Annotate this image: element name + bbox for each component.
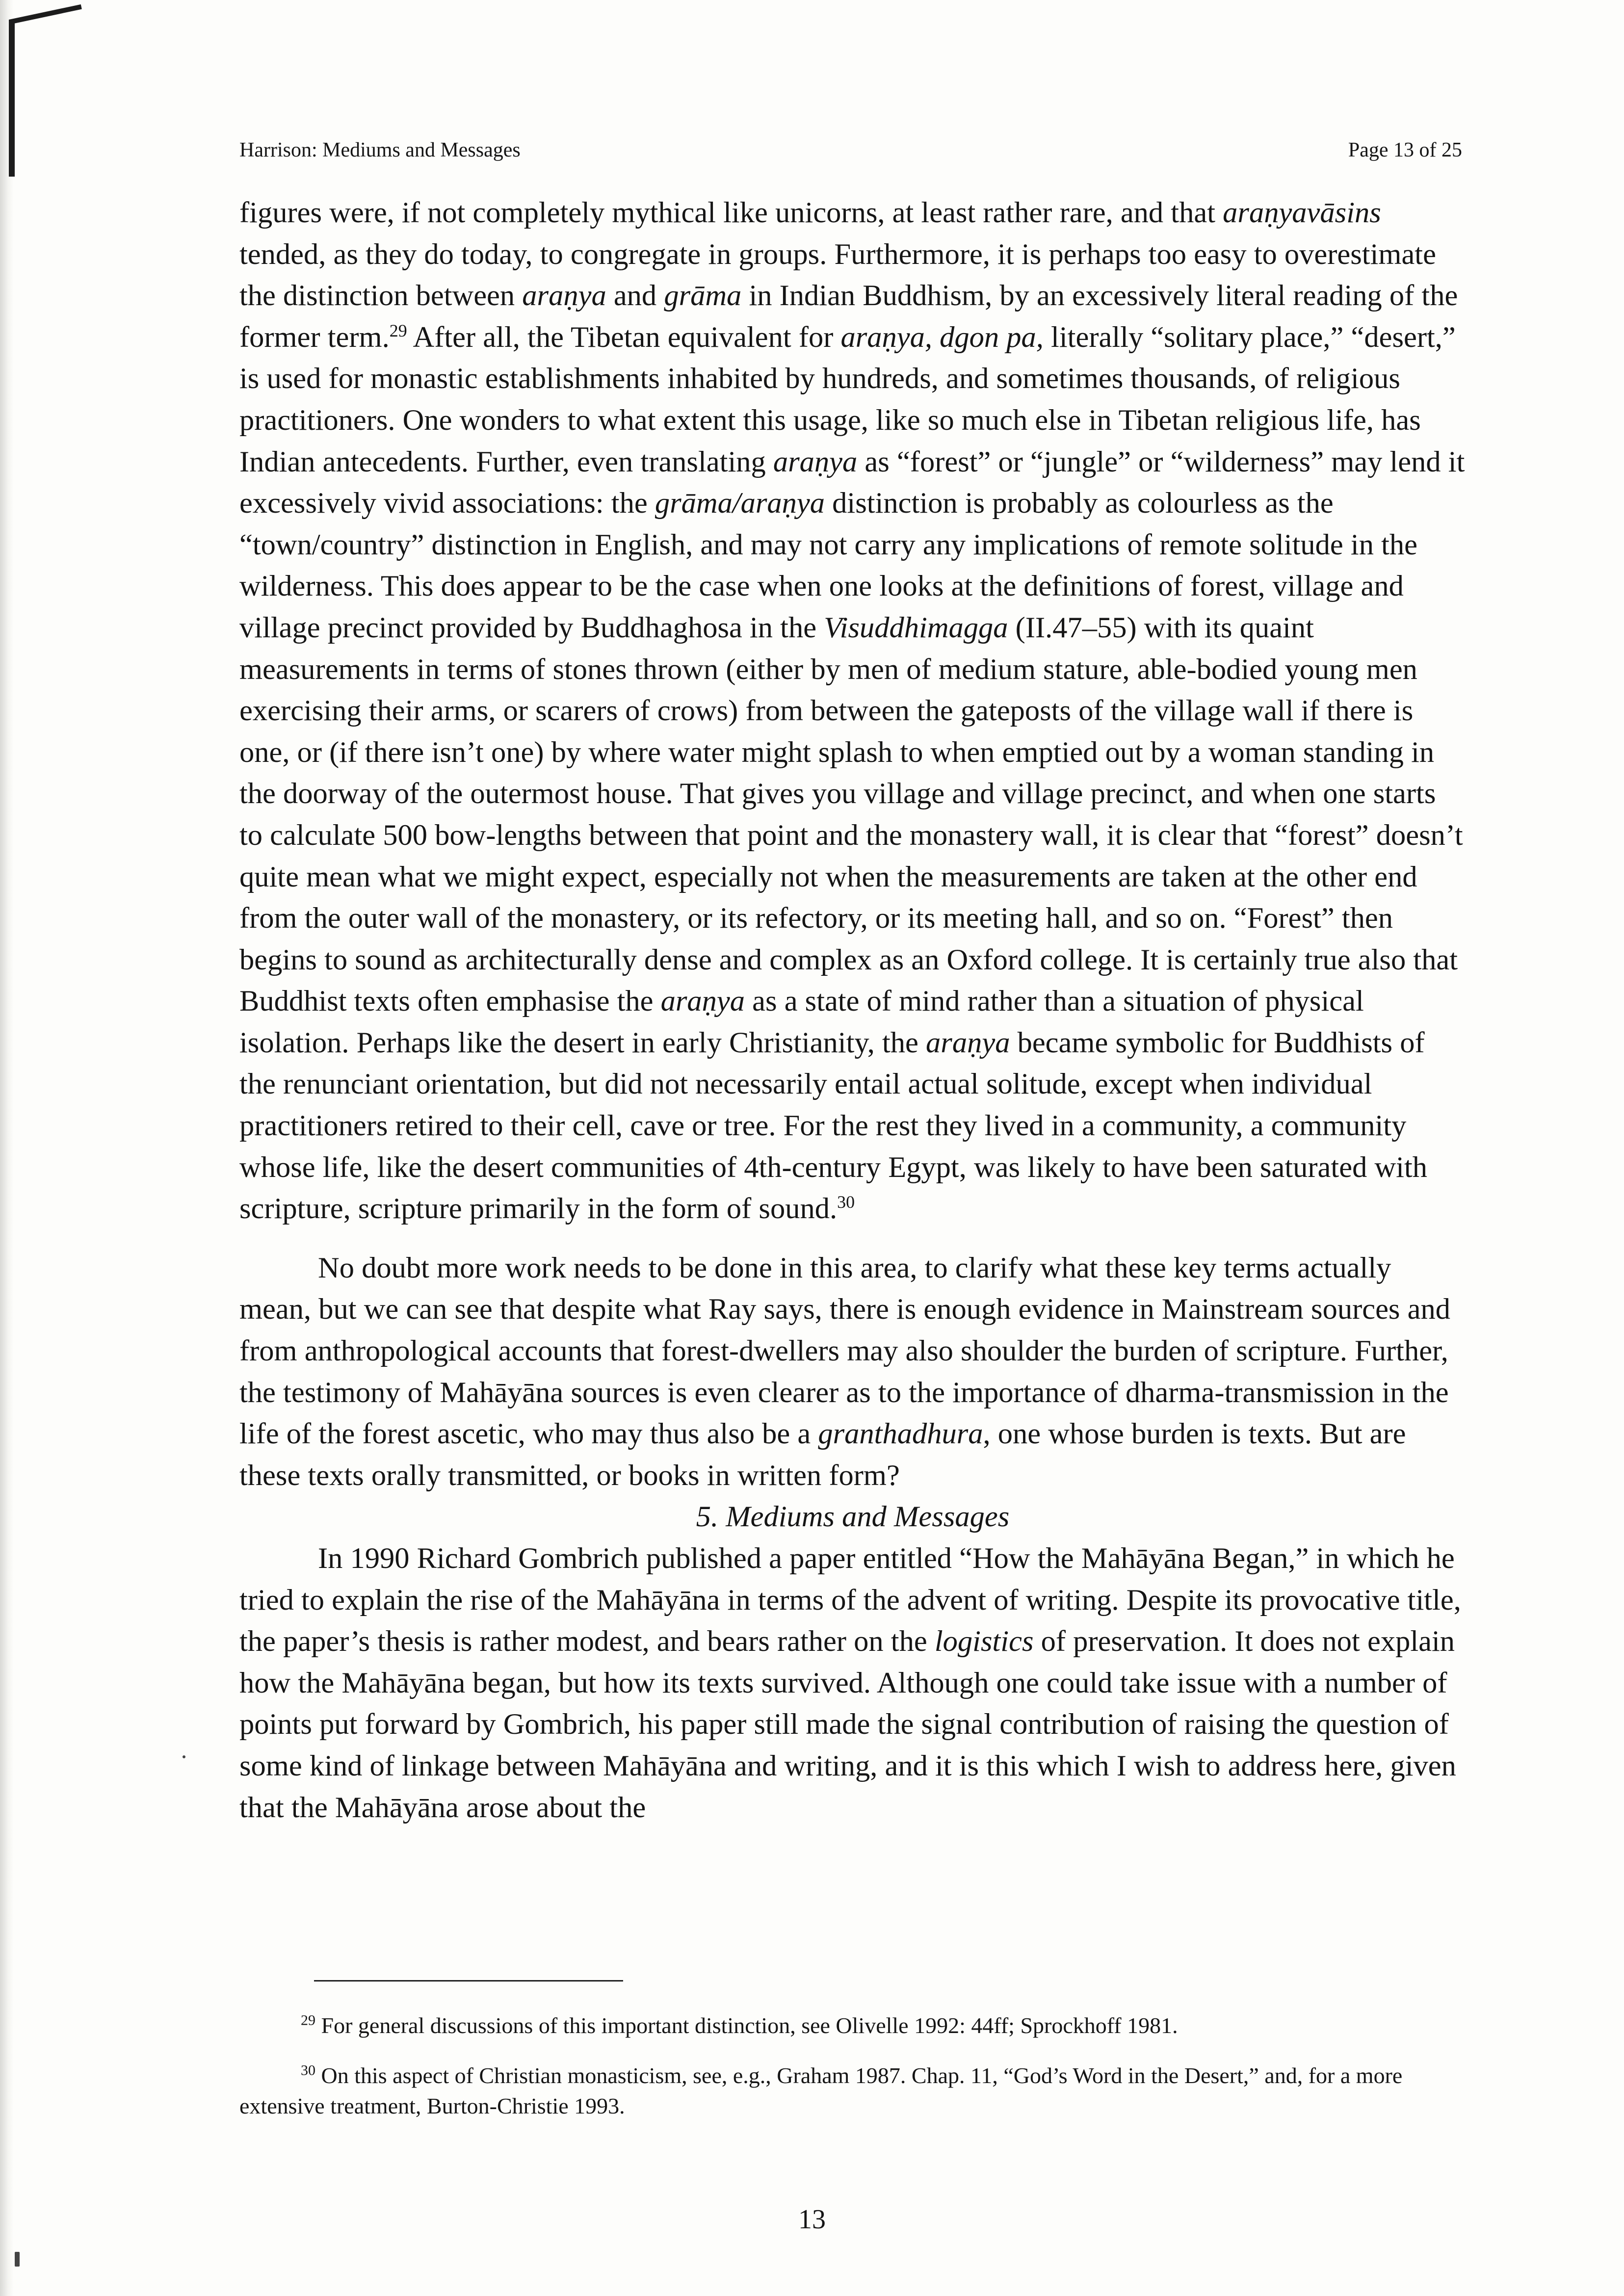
page-number: 13 (798, 2204, 826, 2235)
footnote-29 (239, 2010, 1476, 2041)
term-aranya-dgonpa: araṇya, dgon pa, (840, 320, 1044, 354)
scan-corner-mark (9, 20, 15, 177)
term-aranya: araṇya (522, 279, 606, 313)
term-aranya: araṇya (926, 1026, 1010, 1059)
running-title: Harrison: Mediums and Messages (239, 139, 521, 161)
footnote-ref-30[interactable]: 30 (837, 1192, 855, 1212)
term-logistics: logistics (934, 1625, 1034, 1658)
paragraph-3: In 1990 Richard Gombrich published a paper entitled “How the Mahāyāna Began,” in which he tried to explain the rise of the Mahāyāna in terms of the advent of writing. Despite its provocative title, the paper’s thesis is rather modest, and bears rather on the logistics of preservation. It does not explain how the Mahāyāna began, but how its texts survived. Although one could take issue with a number of points put forward by Gombrich, his paper still made the signal contribution of raising the question of some kind of linkage between Mahāyāna and writing, and it is this which I wish to address here, given that the Mahāyāna arose about the (239, 1542, 1461, 1824)
scan-corner-mark-top (9, 4, 82, 25)
footnote-separator (314, 1980, 623, 1982)
scan-speck (15, 2252, 20, 2267)
footnote-number: 29 (301, 2012, 315, 2029)
term-aranya: araṇya (660, 985, 745, 1018)
term-grama-aranya: grāma/araṇya (655, 487, 825, 520)
scan-edge (0, 0, 14, 2296)
footnote-text: On this aspect of Christian monasticism, see, e.g., Graham 1987. Chap. 11, “God’s Word in the Desert,” and, for a more extensive treatment, Burton-Christie 1993. (239, 2063, 1403, 2118)
term-aranyavasins: araṇyavāsins (1223, 196, 1381, 229)
scan-speck (183, 1755, 185, 1758)
footnote-30 (239, 2061, 1476, 2121)
page-header (239, 138, 1462, 162)
footnote-text: For general discussions of this important distinction, see Olivelle 1992: 44ff; Sprockhoff 1981. (315, 2013, 1178, 2038)
footnote-ref-29[interactable]: 29 (389, 320, 407, 340)
body-text (239, 192, 1466, 1828)
term-grama: grāma (664, 279, 742, 313)
footnotes (239, 2010, 1476, 2141)
term-aranya: araṇya (773, 445, 858, 478)
paragraph-2: No doubt more work needs to be done in this area, to clarify what these key terms actually mean, but we can see that despite what Ray says, there is enough evidence in Mainstream sources and from anthropological accounts that forest-dwellers may also shoulder the burden of scripture. Further, the testimony of Mahāyāna sources is even clearer as to the importance of dharma-transmission in the life of the forest ascetic, who may thus also be a granthadhura, one whose burden is texts. But are these texts orally transmitted, or books in written form? (239, 1251, 1450, 1492)
paragraph-1: figures were, if not completely mythical like unicorns, at least rather rare, and that araṇyavāsins tended, as they do today, to congregate in groups. Furthermore, it is perhaps too easy to overestimate the distinction between araṇya and grāma in Indian Buddhism, by an excessively literal reading of the former term.$^{29}$ After all, the Tibetan equivalent for araṇya, dgon pa, literally “solitary place,” “desert,” is used for monastic establishments inhabited by hundreds, and sometimes thousands, of religious practitioners. One wonders to what extent this usage, like so much else in Tibetan religious life, has Indian antecedents. Further, even translating araṇya as “forest” or “jungle” or “wilderness” may lend it excessively vivid associations: the grāma/araṇya distinction is probably as colourless as the “town/country” distinction in English, and may not carry any implications of remote solitude in the wilderness. This does appear to be the case when one looks at the definitions of forest, village and village precinct provided by Buddhaghosa in the Visuddhimagga (II.47–55) with its quaint measurements in terms of stones thrown (either by men of medium stature, able-bodied young men exercising their arms, or scarers of crows) from between the gateposts of the village wall if there is one, or (if there isn’t one) by where water might splash to when emptied out by a woman standing in the doorway of the outermost house. That gives you village and village precinct, and when one starts to calculate 500 bow-lengths between that point and the monastery wall, it is clear that “forest” doesn’t quite mean what we might expect, especially not when the measurements are taken at the other end from the outer wall of the monastery, or its refectory, or its meeting hall, and so on. “Forest” then begins to sound as architecturally dense and complex as an Oxford college. It is certainly true also that Buddhist texts often emphasise the araṇya as a state of mind rather than a situation of physical isolation. Perhaps like the desert in early Christianity, the araṇya became symbolic for Buddhists of the renunciant orientation, but did not necessarily entail actual solitude, except when individual practitioners retired to their cell, cave or tree. For the rest they lived in a community, a community whose life, like the desert communities of 4th-century Egypt, was likely to have been saturated with scripture, scripture primarily in the form of sound.$^{30}$ (239, 196, 1465, 1226)
term-granthadhura: granthadhura (818, 1417, 983, 1451)
title-visuddhimagga: Visuddhimagga (824, 611, 1008, 644)
footnote-number: 30 (301, 2062, 315, 2079)
section-heading: 5. Mediums and Messages (696, 1500, 1010, 1534)
page-label: Page 13 of 25 (1348, 139, 1462, 161)
